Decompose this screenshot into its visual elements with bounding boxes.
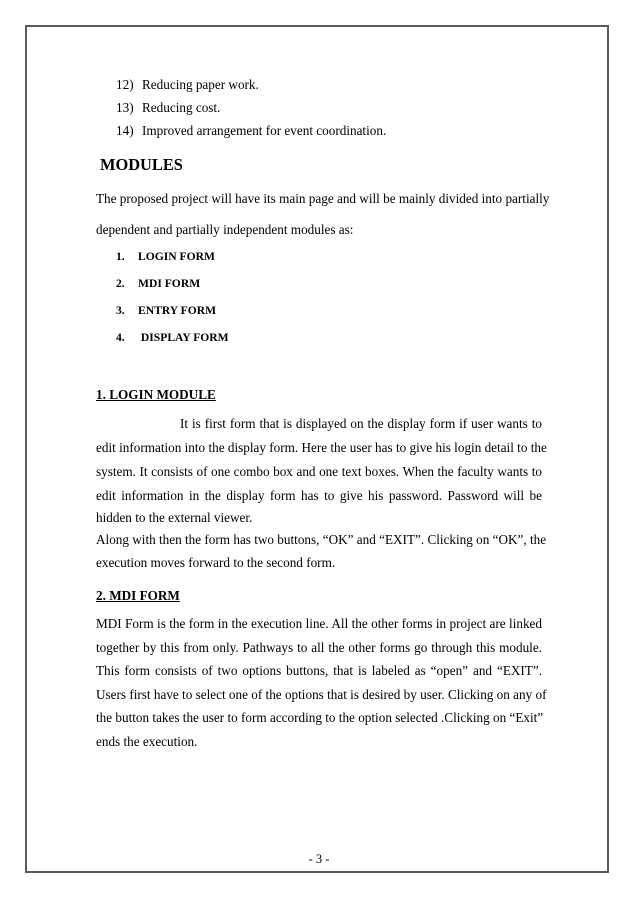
paragraph-line: hidden to the external viewer. — [96, 510, 253, 525]
login-module-paragraph — [96, 412, 547, 574]
paragraph-line: The proposed project will have its main page and will be mainly divided into partially — [96, 191, 550, 206]
list-item-number: 13) — [116, 100, 134, 115]
list-item — [116, 123, 386, 139]
module-list-text: LOGIN FORM — [138, 250, 215, 263]
paragraph-line: together by this from only. Pathways to all the other forms go through this module. — [96, 639, 542, 655]
module-list-item — [116, 331, 229, 345]
paragraph-line: MDI Form is the form in the execution line. All the other forms in project are linked — [96, 616, 542, 631]
paragraph-line: system. It consists of one combo box and one text boxes. When the faculty wants to — [96, 464, 542, 479]
list-item-number: 14) — [116, 123, 134, 138]
module-list-text: MDI FORM — [138, 277, 201, 290]
list-item-text: Reducing cost. — [142, 100, 221, 115]
paragraph-line: execution moves forward to the second form. — [96, 555, 336, 570]
paragraph-line: ends the execution. — [96, 733, 198, 749]
paragraph-line: edit information into the display form. Here the user has to give his login detail to the — [96, 440, 547, 455]
paragraph-line: Users first have to select one of the options that is desired by user. Clicking on any of — [96, 686, 547, 702]
paragraph-line: It is first form that is displayed on the display form if user wants to — [180, 416, 542, 431]
list-item-text: Improved arrangement for event coordination. — [142, 123, 387, 138]
page-number: - 3 - — [308, 852, 330, 866]
paragraph-line: Along with then the form has two buttons, “OK” and “EXIT”. Clicking on “OK”, the — [96, 532, 547, 547]
paragraph-line: dependent and partially independent modules as: — [96, 222, 354, 237]
module-list-number: 4. — [116, 331, 125, 344]
module-list-item — [116, 250, 215, 264]
list-item-number: 12) — [116, 77, 134, 92]
paragraph-line: edit information in the display form has to give his password. Password will be — [96, 488, 542, 503]
module-list-number: 2. — [116, 277, 125, 290]
login-module-heading: 1. LOGIN MODULE — [96, 387, 216, 402]
module-list-text: ENTRY FORM — [138, 304, 217, 317]
list-item — [116, 100, 220, 116]
module-list-item — [116, 277, 200, 291]
module-list-number: 1. — [116, 250, 125, 263]
paragraph-line: the button takes the user to form according to the option selected .Clicking on “Exit” — [96, 710, 544, 725]
modules-intro-paragraph — [96, 187, 550, 241]
mdi-form-heading: 2. MDI FORM — [96, 588, 180, 603]
mdi-form-paragraph — [96, 612, 547, 753]
module-list-number: 3. — [116, 304, 125, 317]
modules-heading: MODULES — [100, 155, 183, 174]
list-item — [116, 77, 259, 93]
list-item-text: Reducing paper work. — [142, 77, 259, 92]
paragraph-line: This form consists of two options buttons, that is labeled as “open” and “EXIT”. — [96, 663, 542, 678]
module-list-text: DISPLAY FORM — [138, 331, 229, 344]
module-list-item — [116, 304, 216, 318]
